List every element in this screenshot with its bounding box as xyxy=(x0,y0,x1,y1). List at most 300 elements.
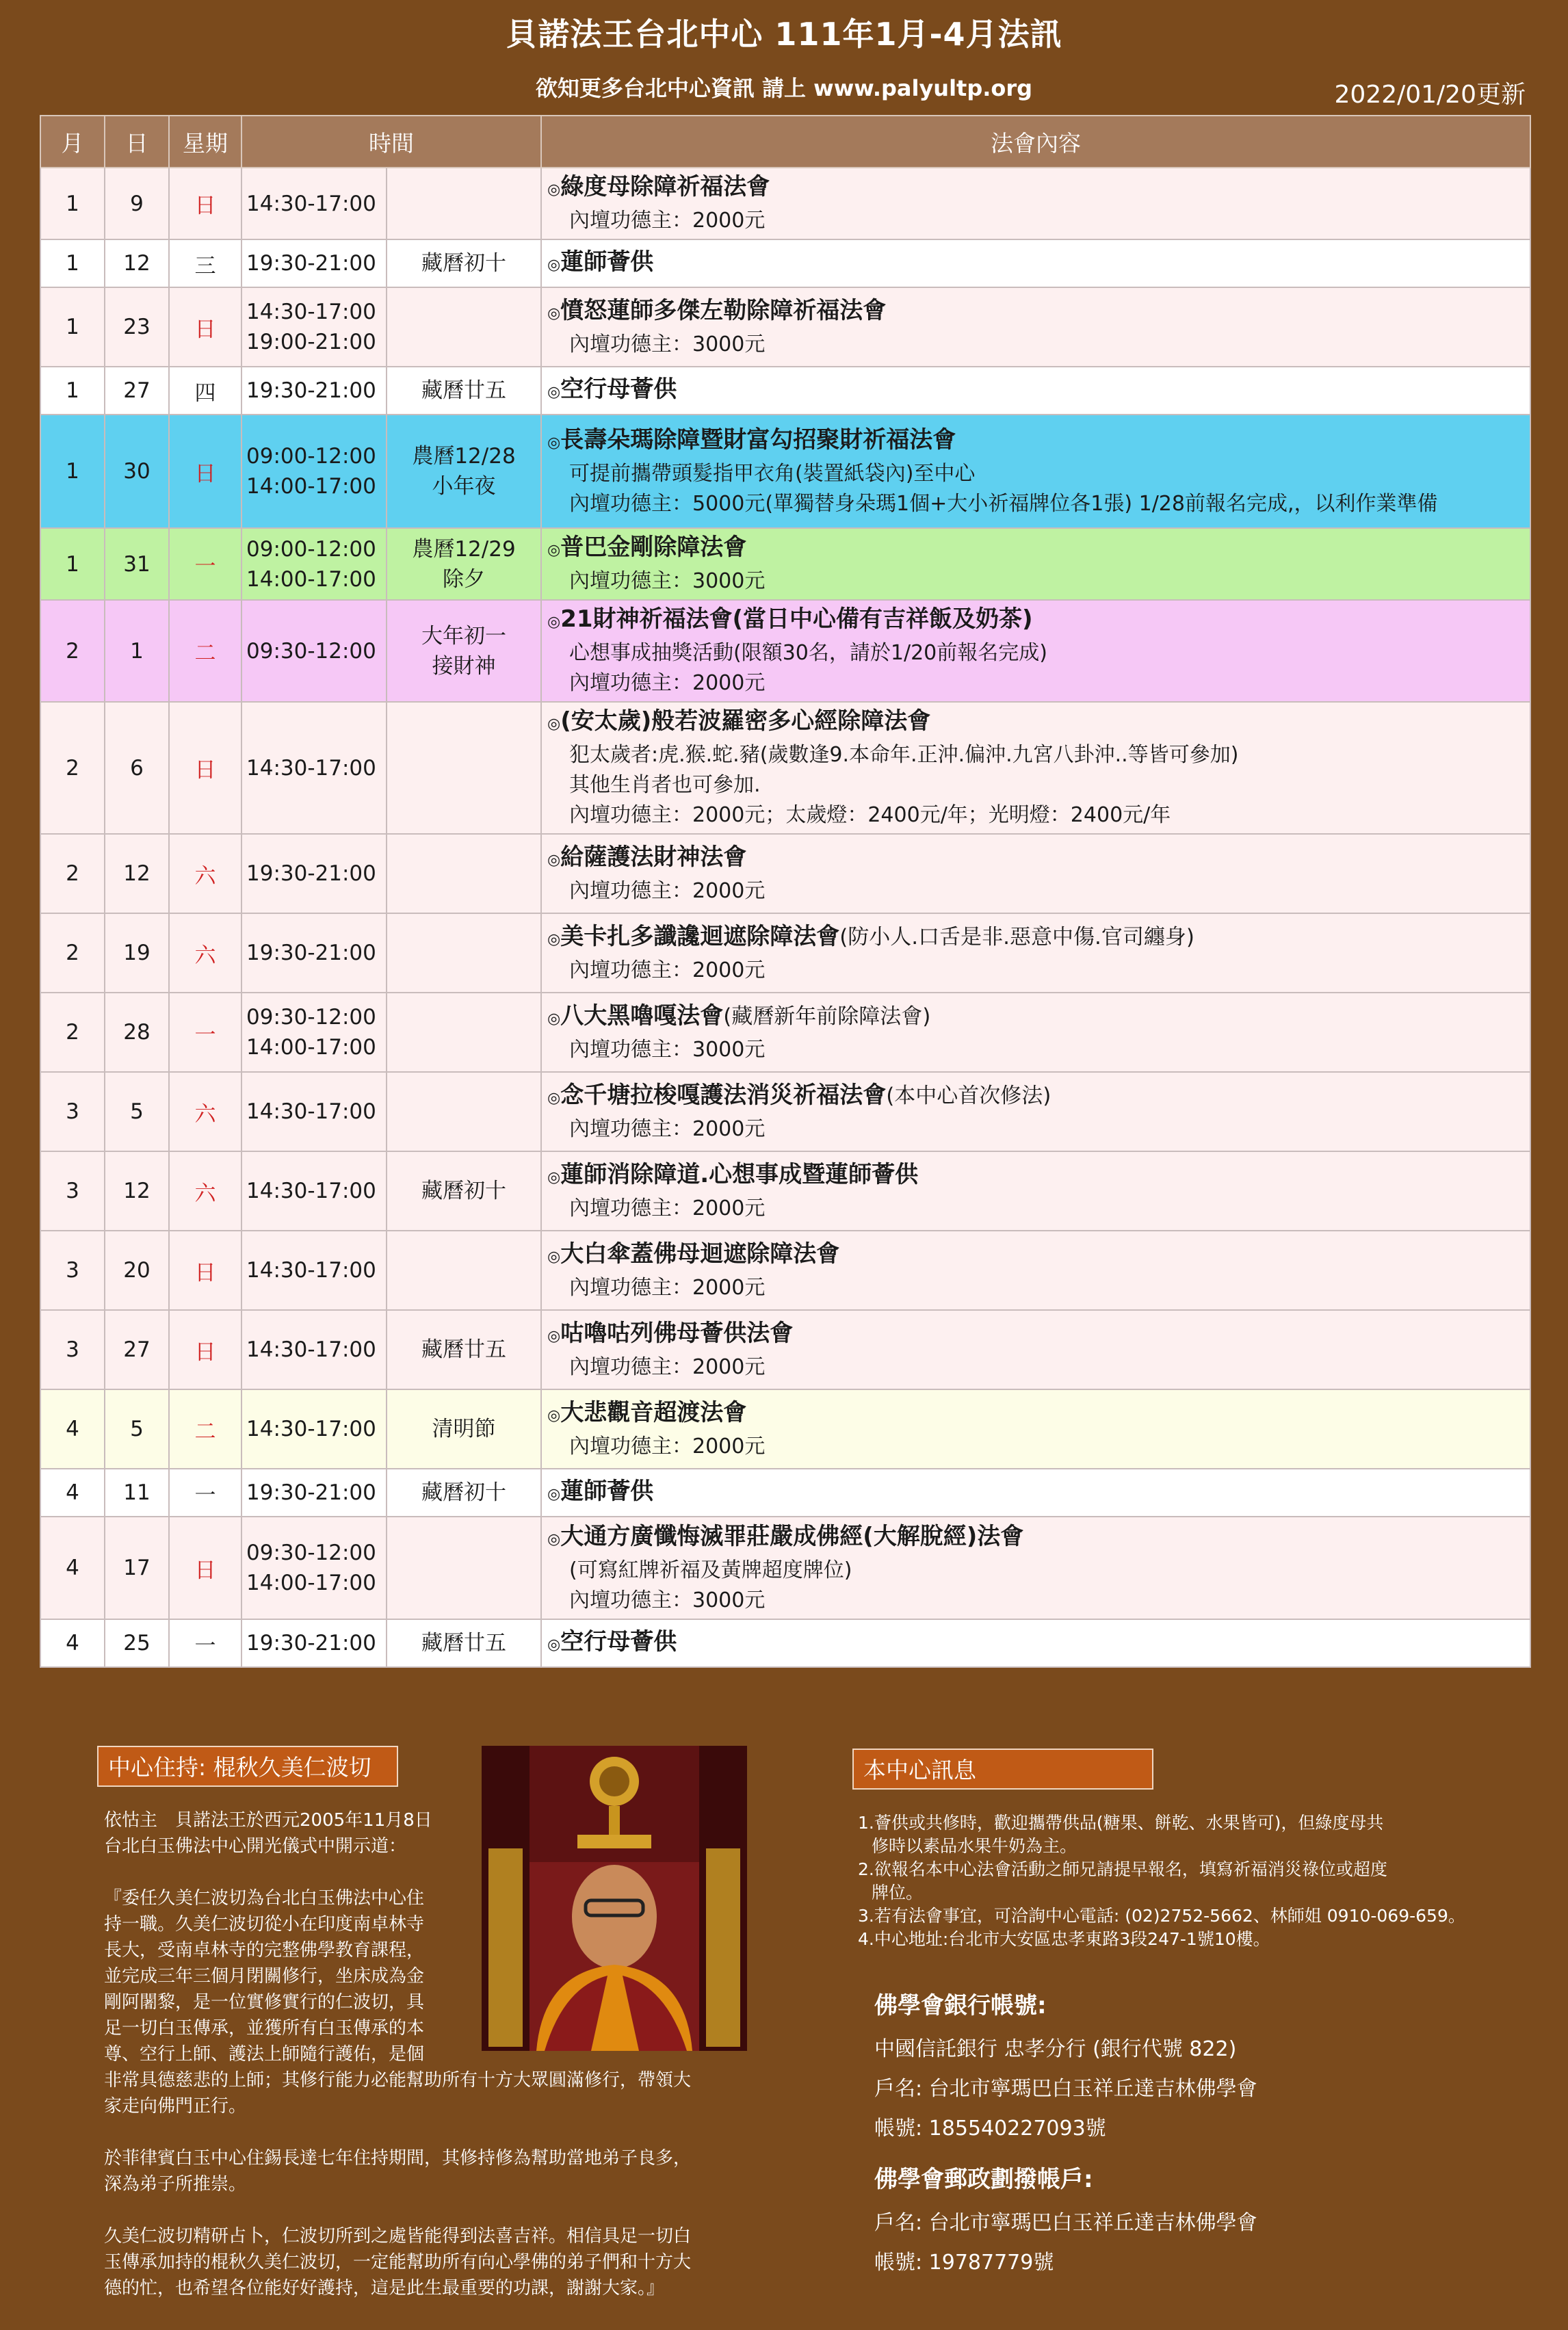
content-cell xyxy=(541,1310,1530,1389)
month-cell: 4 xyxy=(40,1389,105,1469)
day-cell: 25 xyxy=(105,1619,169,1667)
content-cell xyxy=(541,1072,1530,1151)
postal-account-number: 帳號: 19787779號 xyxy=(874,2251,1054,2275)
bullet-icon: ◎ xyxy=(547,383,561,401)
month-cell: 1 xyxy=(40,528,105,600)
time-cell xyxy=(241,993,387,1072)
note-cell xyxy=(387,1619,541,1667)
table-row xyxy=(40,1619,1530,1667)
bank-account-number: 帳號: 185540227093號 xyxy=(874,2117,1106,2141)
info-line: 1.薈供或共修時，歡迎攜帶供品(糖果、餅乾、水果皆可)，但綠度母共 xyxy=(858,1813,1384,1833)
weekday-cell: 日 xyxy=(169,1310,241,1389)
time-range: 19:30-21:00 xyxy=(246,1631,376,1655)
lunar-note: 藏曆初十 xyxy=(421,1480,506,1505)
day-cell: 5 xyxy=(105,1072,169,1151)
event-title-text: (安太歲)般若波羅密多心經除障法會 xyxy=(560,707,931,735)
event-detail: 內壇功德主：2000元；太歲燈：2400元/年；光明燈：2400元/年 xyxy=(569,803,1171,827)
abbot-line: 『委任久美仁波切為台北白玉佛法中心住 xyxy=(104,1888,425,1909)
content-cell xyxy=(541,913,1530,993)
time-cell xyxy=(241,1469,387,1517)
bullet-icon: ◎ xyxy=(547,614,561,631)
info-line: 3.若有法會事宜，可洽詢中心電話: (02)2752-5662、林師姐 0910-069-659。 xyxy=(858,1906,1465,1926)
bullet-icon: ◎ xyxy=(547,181,561,198)
time-cell xyxy=(241,1231,387,1310)
event-title-text: 大悲觀音超渡法會 xyxy=(560,1398,747,1426)
event-title-text: 念千塘拉梭嘎護法消災祈福法會 xyxy=(560,1081,887,1109)
event-title-text: 長壽朵瑪除障暨財富勾招聚財祈福法會 xyxy=(560,426,956,454)
lunar-note: 藏曆廿五 xyxy=(421,1337,506,1362)
bullet-icon: ◎ xyxy=(547,1530,561,1548)
bullet-icon: ◎ xyxy=(547,1168,561,1186)
time-cell xyxy=(241,1389,387,1469)
table-row xyxy=(40,287,1530,367)
event-title-note: (防小人.口舌是非.惡意中傷.官司纏身) xyxy=(839,924,1194,950)
note-cell xyxy=(387,1389,541,1469)
table-row xyxy=(40,993,1530,1072)
weekday-cell: 一 xyxy=(169,1619,241,1667)
content-cell xyxy=(541,1619,1530,1667)
time-range: 19:30-21:00 xyxy=(246,1480,376,1505)
lunar-note: 藏曆初十 xyxy=(421,1179,506,1203)
info-item xyxy=(858,1904,1508,1928)
lunar-note: 小年夜 xyxy=(432,474,496,499)
content-cell xyxy=(541,528,1530,600)
time-range: 19:30-21:00 xyxy=(246,251,376,276)
event-detail: 內壇功德主：3000元 xyxy=(569,1588,766,1612)
info-line: 修時以素品水果牛奶為主。 xyxy=(872,1836,1077,1856)
content-cell xyxy=(541,287,1530,367)
content-cell xyxy=(541,702,1530,834)
weekday-cell: 四 xyxy=(169,367,241,415)
bullet-icon: ◎ xyxy=(547,542,561,559)
bullet-icon: ◎ xyxy=(547,1089,561,1107)
weekday-cell: 六 xyxy=(169,1072,241,1151)
weekday-cell: 六 xyxy=(169,1151,241,1231)
note-cell xyxy=(387,415,541,528)
weekday-cell: 六 xyxy=(169,913,241,993)
event-detail: (可寫紅牌祈福及黃牌超度牌位) xyxy=(569,1558,852,1582)
day-cell: 27 xyxy=(105,367,169,415)
event-title-text: 美卡扎多讖讒迴遮除障法會 xyxy=(560,922,840,950)
lunar-note: 大年初一 xyxy=(421,623,506,649)
lunar-note: 藏曆廿五 xyxy=(421,378,506,403)
event-title-text: 憤怒蓮師多傑左勒除障祈福法會 xyxy=(560,296,887,324)
event-title xyxy=(547,705,1524,740)
weekday-cell: 日 xyxy=(169,702,241,834)
bullet-icon: ◎ xyxy=(547,930,561,948)
note-cell xyxy=(387,1072,541,1151)
month-cell: 1 xyxy=(40,287,105,367)
day-cell: 11 xyxy=(105,1469,169,1517)
note-cell xyxy=(387,1231,541,1310)
day-cell: 12 xyxy=(105,834,169,913)
note-cell xyxy=(387,1469,541,1517)
time-range: 19:00-21:00 xyxy=(246,330,376,354)
center-info-heading: 本中心訊息 xyxy=(852,1749,1153,1790)
event-title-text: 咕嚕咕列佛母薈供法會 xyxy=(560,1319,794,1347)
note-cell xyxy=(387,239,541,287)
event-detail: 內壇功德主：2000元 xyxy=(569,1196,766,1220)
abbot-line: 家走向佛門正行。 xyxy=(104,2096,247,2117)
bullet-icon: ◎ xyxy=(547,1010,561,1027)
table-row xyxy=(40,1072,1530,1151)
time-range: 14:30-17:00 xyxy=(246,191,376,216)
col-month: 月 xyxy=(40,116,105,168)
event-title xyxy=(547,424,1524,459)
content-cell xyxy=(541,1389,1530,1469)
abbot-line: 德的忙，也希望各位能好好護持，這是此生最重要的功課，謝謝大家。』 xyxy=(104,2278,665,2299)
bullet-icon: ◎ xyxy=(547,1406,561,1424)
table-row xyxy=(40,415,1530,528)
col-content: 法會內容 xyxy=(541,116,1530,168)
bullet-icon: ◎ xyxy=(547,304,561,322)
table-row xyxy=(40,168,1530,239)
time-cell xyxy=(241,1151,387,1231)
content-cell xyxy=(541,1151,1530,1231)
bullet-icon: ◎ xyxy=(547,851,561,869)
note-cell xyxy=(387,1151,541,1231)
weekday-cell: 日 xyxy=(169,168,241,239)
abbot-heading: 中心住持: 棍秋久美仁波切 xyxy=(97,1746,398,1787)
weekday-cell: 六 xyxy=(169,834,241,913)
time-range: 09:00-12:00 xyxy=(246,536,376,562)
note-cell xyxy=(387,702,541,834)
time-range: 09:30-12:00 xyxy=(246,638,376,664)
table-row xyxy=(40,702,1530,834)
event-detail: 內壇功德主：2000元 xyxy=(569,958,766,982)
time-range: 14:00-17:00 xyxy=(246,566,376,592)
event-detail: 內壇功德主：2000元 xyxy=(569,1116,766,1141)
note-cell xyxy=(387,1517,541,1619)
bank-account-name: 戶名: 台北市寧瑪巴白玉祥丘達吉林佛學會 xyxy=(874,2077,1257,2101)
lunar-note: 農曆12/28 xyxy=(412,444,516,469)
time-range: 14:30-17:00 xyxy=(246,300,376,324)
postal-heading: 佛學會郵政劃撥帳戶: xyxy=(874,2166,1093,2193)
time-range: 19:30-21:00 xyxy=(246,941,376,965)
day-cell: 31 xyxy=(105,528,169,600)
event-title-text: 給薩護法財神法會 xyxy=(560,843,747,871)
lunar-note: 藏曆初十 xyxy=(421,251,506,276)
content-cell xyxy=(541,600,1530,702)
month-cell: 2 xyxy=(40,834,105,913)
center-info-list xyxy=(858,1811,1508,1951)
content-cell xyxy=(541,415,1530,528)
event-title-text: 蓮師薈供 xyxy=(560,248,654,276)
lunar-note: 除夕 xyxy=(443,566,485,592)
bank-name: 中國信託銀行 忠孝分行 (銀行代號 822) xyxy=(874,2037,1237,2061)
table-row xyxy=(40,528,1530,600)
table-row xyxy=(40,834,1530,913)
abbot-line: 足一切白玉傳承，並獲所有白玉傳承的本 xyxy=(104,2018,425,2039)
schedule-table xyxy=(40,115,1531,1668)
abbot-line: 長大，受南卓林寺的完整佛學教育課程， xyxy=(104,1940,425,1961)
weekday-cell: 二 xyxy=(169,600,241,702)
day-cell: 9 xyxy=(105,168,169,239)
event-detail: 內壇功德主：2000元 xyxy=(569,671,766,695)
info-line: 4.中心地址:台北市大安區忠孝東路3段247-1號10樓。 xyxy=(858,1929,1270,1949)
day-cell: 17 xyxy=(105,1517,169,1619)
abbot-line: 久美仁波切精研占卜，仁波切所到之處皆能得到法喜吉祥。相信具足一切白 xyxy=(104,2226,692,2247)
event-detail: 心想事成抽獎活動(限額30名，請於1/20前報名完成) xyxy=(569,641,1047,665)
info-line: 2.欲報名本中心法會活動之師兄請提早報名，填寫祈福消災祿位或超度 xyxy=(858,1859,1387,1879)
month-cell: 2 xyxy=(40,913,105,993)
content-cell xyxy=(541,168,1530,239)
abbot-line: 持一職。久美仁波切從小在印度南卓林寺 xyxy=(104,1914,425,1935)
event-title-note: (本中心首次修法) xyxy=(886,1083,1051,1108)
time-cell xyxy=(241,600,387,702)
event-title xyxy=(547,1397,1524,1432)
time-range: 14:00-17:00 xyxy=(246,474,376,499)
note-cell xyxy=(387,993,541,1072)
day-cell: 30 xyxy=(105,415,169,528)
time-range: 14:30-17:00 xyxy=(246,1337,376,1362)
event-detail: 內壇功德主：3000元 xyxy=(569,332,766,356)
time-cell xyxy=(241,287,387,367)
month-cell: 1 xyxy=(40,239,105,287)
time-cell xyxy=(241,1517,387,1619)
abbot-line: 並完成三年三個月閉關修行，坐床成為金 xyxy=(104,1966,425,1987)
event-title xyxy=(547,532,1524,566)
event-title xyxy=(547,841,1524,876)
event-title xyxy=(547,1476,1524,1510)
abbot-paragraph xyxy=(104,2067,788,2119)
bullet-icon: ◎ xyxy=(547,256,561,274)
month-cell: 1 xyxy=(40,168,105,239)
bullet-icon: ◎ xyxy=(547,434,561,451)
time-cell xyxy=(241,1310,387,1389)
event-detail: 內壇功德主：3000元 xyxy=(569,1037,766,1062)
month-cell: 3 xyxy=(40,1231,105,1310)
weekday-cell: 三 xyxy=(169,239,241,287)
info-item xyxy=(858,1928,1508,1951)
weekday-cell: 一 xyxy=(169,993,241,1072)
content-cell xyxy=(541,367,1530,415)
time-range: 14:30-17:00 xyxy=(246,1417,376,1441)
bullet-icon: ◎ xyxy=(547,716,561,733)
month-cell: 4 xyxy=(40,1469,105,1517)
weekday-cell: 日 xyxy=(169,1231,241,1310)
info-line: 牌位。 xyxy=(872,1883,924,1902)
event-title-text: 空行母薈供 xyxy=(560,375,677,403)
event-title-text: 21財神祈福法會(當日中心備有吉祥飯及奶茶) xyxy=(560,605,1033,633)
event-title xyxy=(547,1521,1524,1556)
updated-date: 2022/01/20更新 xyxy=(1334,81,1526,109)
info-item xyxy=(858,1858,1508,1904)
event-title xyxy=(547,295,1524,330)
event-detail: 內壇功德主：5000元(單獨替身朵瑪1個+大小祈福牌位各1張) 1/28前報名完成,，以利作業準備 xyxy=(569,491,1438,516)
time-cell xyxy=(241,528,387,600)
time-range: 09:00-12:00 xyxy=(246,444,376,469)
lunar-note: 接財神 xyxy=(432,653,496,679)
info-item xyxy=(858,1811,1508,1858)
event-detail: 內壇功德主：2000元 xyxy=(569,1354,766,1379)
time-cell xyxy=(241,1072,387,1151)
note-cell xyxy=(387,287,541,367)
month-cell: 1 xyxy=(40,367,105,415)
note-cell xyxy=(387,1310,541,1389)
weekday-cell: 二 xyxy=(169,1389,241,1469)
abbot-line: 於菲律賓白玉中心住錫長達七年住持期間，其修持修為幫助當地弟子良多， xyxy=(104,2148,692,2169)
event-title-text: 普巴金剛除障法會 xyxy=(560,534,747,561)
abbot-line: 深為弟子所推崇。 xyxy=(104,2174,247,2195)
lunar-note: 藏曆廿五 xyxy=(421,1631,506,1655)
event-title-text: 綠度母除障祈福法會 xyxy=(560,173,770,200)
event-detail: 內壇功德主：3000元 xyxy=(569,569,766,593)
event-detail: 內壇功德主：2000元 xyxy=(569,1275,766,1300)
event-detail: 其他生肖者也可參加. xyxy=(569,773,761,797)
table-row xyxy=(40,1310,1530,1389)
event-title-text: 空行母薈供 xyxy=(560,1627,677,1655)
event-title-text: 蓮師消除障道.心想事成暨蓮師薈供 xyxy=(560,1160,919,1188)
note-cell xyxy=(387,528,541,600)
event-title xyxy=(547,1238,1524,1273)
content-cell xyxy=(541,1231,1530,1310)
col-day: 日 xyxy=(105,116,169,168)
day-cell: 1 xyxy=(105,600,169,702)
table-row xyxy=(40,1389,1530,1469)
event-title xyxy=(547,1318,1524,1352)
time-cell xyxy=(241,702,387,834)
weekday-cell: 日 xyxy=(169,287,241,367)
month-cell: 3 xyxy=(40,1072,105,1151)
day-cell: 28 xyxy=(105,993,169,1072)
month-cell: 2 xyxy=(40,600,105,702)
time-range: 09:30-12:00 xyxy=(246,1541,376,1565)
weekday-cell: 日 xyxy=(169,1517,241,1619)
event-detail: 內壇功德主：2000元 xyxy=(569,1434,766,1458)
note-cell xyxy=(387,834,541,913)
content-cell xyxy=(541,1469,1530,1517)
event-detail: 內壇功德主：2000元 xyxy=(569,209,766,233)
event-title-text: 八大黑嚕嘎法會 xyxy=(560,1002,724,1030)
table-row xyxy=(40,1469,1530,1517)
event-detail: 可提前攜帶頭髮指甲衣角(裝置紙袋內)至中心 xyxy=(569,461,976,486)
lunar-note: 清明節 xyxy=(432,1417,496,1441)
event-title xyxy=(547,1000,1524,1035)
day-cell: 12 xyxy=(105,239,169,287)
note-cell xyxy=(387,600,541,702)
table-row xyxy=(40,367,1530,415)
event-title xyxy=(547,171,1524,206)
bullet-icon: ◎ xyxy=(547,1248,561,1266)
schedule-body xyxy=(40,168,1530,1667)
abbot-description xyxy=(104,1807,788,2301)
content-cell xyxy=(541,834,1530,913)
col-weekday: 星期 xyxy=(169,116,241,168)
abbot-line: 台北白玉佛法中心開光儀式中開示道： xyxy=(104,1836,407,1857)
event-title xyxy=(547,1626,1524,1661)
time-range: 14:30-17:00 xyxy=(246,1179,376,1203)
website-subtitle: 欲知更多台北中心資訊 請上 www.palyultp.org xyxy=(535,75,1033,101)
abbot-paragraph xyxy=(104,2145,788,2197)
month-cell: 2 xyxy=(40,993,105,1072)
table-header-row xyxy=(40,116,1530,168)
weekday-cell: 一 xyxy=(169,1469,241,1517)
abbot-line: 剛阿闍黎，是一位實修實行的仁波切，具 xyxy=(104,1992,425,2013)
table-row xyxy=(40,1151,1530,1231)
time-cell xyxy=(241,168,387,239)
month-cell: 4 xyxy=(40,1517,105,1619)
note-cell xyxy=(387,367,541,415)
time-cell xyxy=(241,367,387,415)
event-title xyxy=(547,246,1524,281)
month-cell: 1 xyxy=(40,415,105,528)
note-cell xyxy=(387,913,541,993)
abbot-paragraph xyxy=(104,1807,788,1859)
bank-heading: 佛學會銀行帳號: xyxy=(874,1992,1047,2019)
day-cell: 23 xyxy=(105,287,169,367)
event-title xyxy=(547,603,1524,638)
time-range: 14:30-17:00 xyxy=(246,755,376,781)
day-cell: 6 xyxy=(105,702,169,834)
col-time: 時間 xyxy=(241,116,541,168)
time-range: 19:30-21:00 xyxy=(246,861,376,886)
abbot-line: 依怙主 貝諾法王於西元2005年11月8日 xyxy=(104,1810,432,1831)
bullet-icon: ◎ xyxy=(547,1327,561,1345)
time-range: 09:30-12:00 xyxy=(246,1005,376,1030)
table-row xyxy=(40,913,1530,993)
day-cell: 12 xyxy=(105,1151,169,1231)
content-cell xyxy=(541,239,1530,287)
page-title: 貝諾法王台北中心 111年1月-4月法訊 xyxy=(506,16,1062,53)
month-cell: 3 xyxy=(40,1310,105,1389)
event-title-note: (藏曆新年前除障法會) xyxy=(723,1004,931,1029)
event-title xyxy=(547,374,1524,408)
weekday-cell: 日 xyxy=(169,415,241,528)
weekday-cell: 一 xyxy=(169,528,241,600)
day-cell: 19 xyxy=(105,913,169,993)
month-cell: 3 xyxy=(40,1151,105,1231)
time-range: 19:30-21:00 xyxy=(246,378,376,403)
event-title-text: 大白傘蓋佛母迴遮除障法會 xyxy=(560,1240,840,1268)
content-cell xyxy=(541,1517,1530,1619)
event-title xyxy=(547,1079,1524,1114)
abbot-paragraph xyxy=(104,1885,788,2067)
time-cell xyxy=(241,913,387,993)
time-cell xyxy=(241,834,387,913)
event-title-text: 蓮師薈供 xyxy=(560,1477,654,1505)
time-range: 14:30-17:00 xyxy=(246,1258,376,1283)
abbot-line: 非常具德慈悲的上師；其修行能力必能幫助所有十方大眾圓滿修行，帶領大 xyxy=(104,2070,692,2091)
event-title xyxy=(547,921,1524,956)
month-cell: 4 xyxy=(40,1619,105,1667)
table-row xyxy=(40,239,1530,287)
abbot-line: 尊、空行上師、護法上師隨行護佑，是個 xyxy=(104,2044,425,2065)
note-cell xyxy=(387,168,541,239)
event-detail: 犯太歲者:虎.猴.蛇.豬(歲數逢9.本命年.正沖.偏沖.九宮八卦沖..等皆可參加) xyxy=(569,743,1239,767)
day-cell: 20 xyxy=(105,1231,169,1310)
lunar-note: 農曆12/29 xyxy=(412,536,516,562)
time-range: 14:30-17:00 xyxy=(246,1099,376,1124)
month-cell: 2 xyxy=(40,702,105,834)
content-cell xyxy=(541,993,1530,1072)
day-cell: 5 xyxy=(105,1389,169,1469)
bullet-icon: ◎ xyxy=(547,1636,561,1653)
postal-account-name: 戶名: 台北市寧瑪巴白玉祥丘達吉林佛學會 xyxy=(874,2211,1257,2235)
abbot-paragraph xyxy=(104,2223,788,2301)
bullet-icon: ◎ xyxy=(547,1485,561,1503)
time-range: 14:00-17:00 xyxy=(246,1571,376,1595)
table-row xyxy=(40,1517,1530,1619)
event-title xyxy=(547,1159,1524,1194)
time-cell xyxy=(241,415,387,528)
time-cell xyxy=(241,239,387,287)
table-row xyxy=(40,1231,1530,1310)
time-range: 14:00-17:00 xyxy=(246,1035,376,1060)
table-row xyxy=(40,600,1530,702)
time-cell xyxy=(241,1619,387,1667)
day-cell: 27 xyxy=(105,1310,169,1389)
